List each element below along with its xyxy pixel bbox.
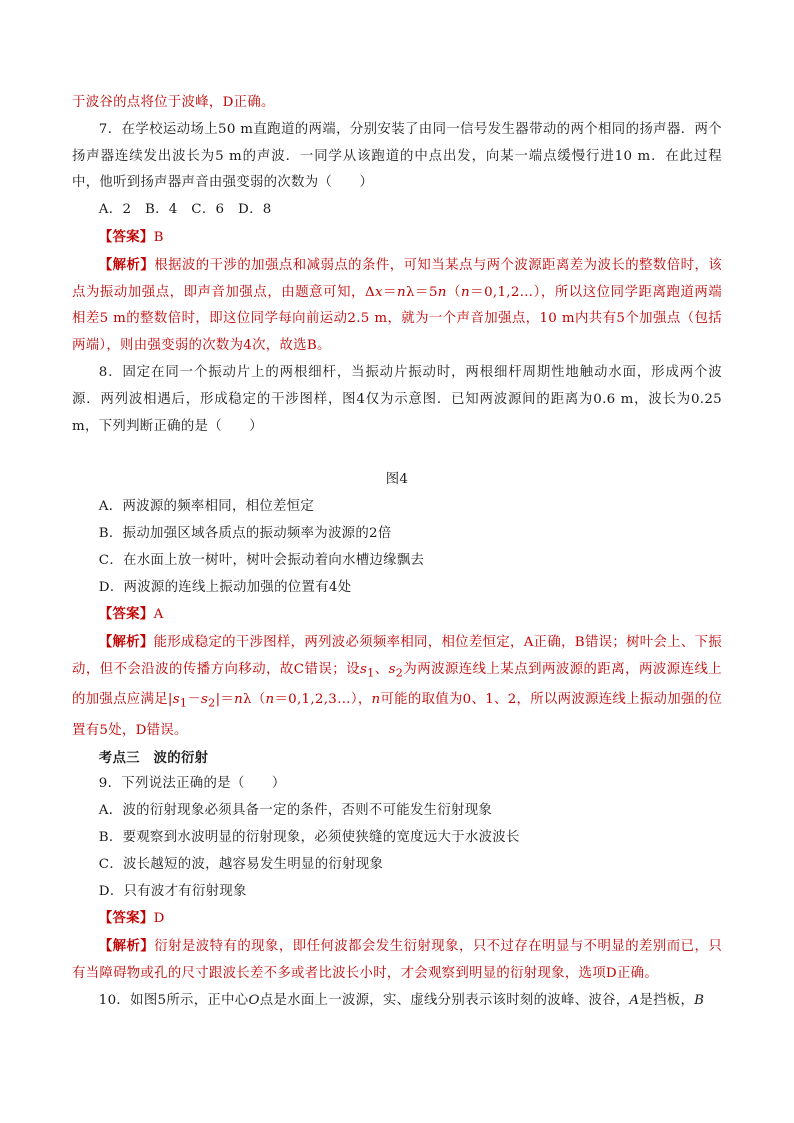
q7-options: A．2 B．4 C．6 D．8	[98, 202, 272, 218]
q8-option-a: A．两波源的频率相同，相位差恒定	[98, 499, 315, 515]
analysis-tag: 【解析】	[98, 256, 155, 273]
analysis-tag: 【解析】	[98, 938, 155, 955]
continued-analysis: 于波谷的点将位于波峰，D正确。	[72, 95, 275, 110]
q9-option-a: A．波的衍射现象必须具备一定的条件，否则不可能发生衍射现象	[98, 803, 493, 819]
q7-stem: 7．在学校运动场上50 m直跑道的两端，分别安装了由同一信号发生器带动的两个相同的扬声器．两个扬声器连续发出波长为5 m的声波．一同学从该跑道的中点出发，向某一端点缓慢行进10 m．在此过程中，他听到扬声器声音由强变弱的次数为（ ）	[72, 121, 722, 191]
q7-analysis: 【解析】根据波的干涉的加强点和减弱点的条件，可知当某点与两个波源距离差为波长的整数倍时，该点为振动加强点，即声音加强点，由题意可知，Δx＝nλ＝5n（n＝0,1,2…），所以这位同学距离跑道两端相差5 m的整数倍时，即这位同学每向前运动2.5 m，就为一个声音加强点，10 m内共有5个加强点（包括两端），则由强变弱的次数为4次，故选B。	[72, 256, 723, 354]
analysis-tag: 【解析】	[98, 634, 154, 651]
q9-option-b: B．要观察到水波明显的衍射现象，必须使狭缝的宽度远大于水波波长	[98, 830, 520, 846]
q8-analysis: 【解析】能形成稳定的干涉图样，两列波必须频率相同，相位差恒定，A正确，B错误；树叶会上、下振动，但不会沿波的传播方向移动，故C错误；设$s_1$、$s_2$为两波源连线上某点到两波源的距离，两波源连线上的加强点应满足$|s_1-s_2|=n\lambda(n=0,1,2,3\dots)$，n可能的取值为0、1、2，所以两波源连线上振动加强的位置有5处，D错误。	[72, 634, 723, 738]
page-content	[72, 90, 722, 1015]
q9-answer: 【答案】D	[98, 910, 165, 927]
answer-tag: 【答案】	[98, 910, 154, 927]
figure-caption: 图4	[385, 472, 409, 488]
q9-analysis: 【解析】衍射是波特有的现象，即任何波都会发生衍射现象，只不过存在明显与不明显的差别而已，只有当障碍物或孔的尺寸跟波长差不多或者比波长小时，才会观察到明显的衍射现象，选项D正确。	[72, 938, 723, 982]
q8-option-c: C．在水面上放一树叶，树叶会振动着向水槽边缘飘去	[98, 552, 425, 568]
q7-answer: 【答案】B	[98, 228, 164, 245]
q8-option-d: D．两波源的连线上振动加强的位置有4处	[98, 579, 352, 595]
q8-stem: 8．固定在同一个振动片上的两根细杆，当振动片振动时，两根细杆周期性地触动水面，形成两个波源．两列波相遇后，形成稳定的干涉图样，图4仅为示意图．已知两波源间的距离为0.6 m，波长为0.25 m，下列判断正确的是（ ）	[72, 364, 722, 434]
q8-option-b: B．振动加强区域各质点的振动频率为波源的2倍	[98, 525, 392, 541]
q9-stem: 9．下列说法正确的是（ ）	[98, 776, 286, 792]
answer-tag: 【答案】	[98, 228, 154, 245]
section-heading: 考点三 波的衍射	[98, 749, 209, 766]
q8-answer: 【答案】A	[98, 606, 164, 623]
answer-tag: 【答案】	[98, 606, 154, 623]
q9-option-d: D．只有波才有衍射现象	[98, 883, 247, 899]
q10-stem: 10．如图5所示，正中心O点是水面上一波源，实、虚线分别表示该时刻的波峰、波谷，A是挡板，B	[98, 992, 705, 1008]
q9-option-c: C．波长越短的波，越容易发生明显的衍射现象	[98, 856, 384, 872]
